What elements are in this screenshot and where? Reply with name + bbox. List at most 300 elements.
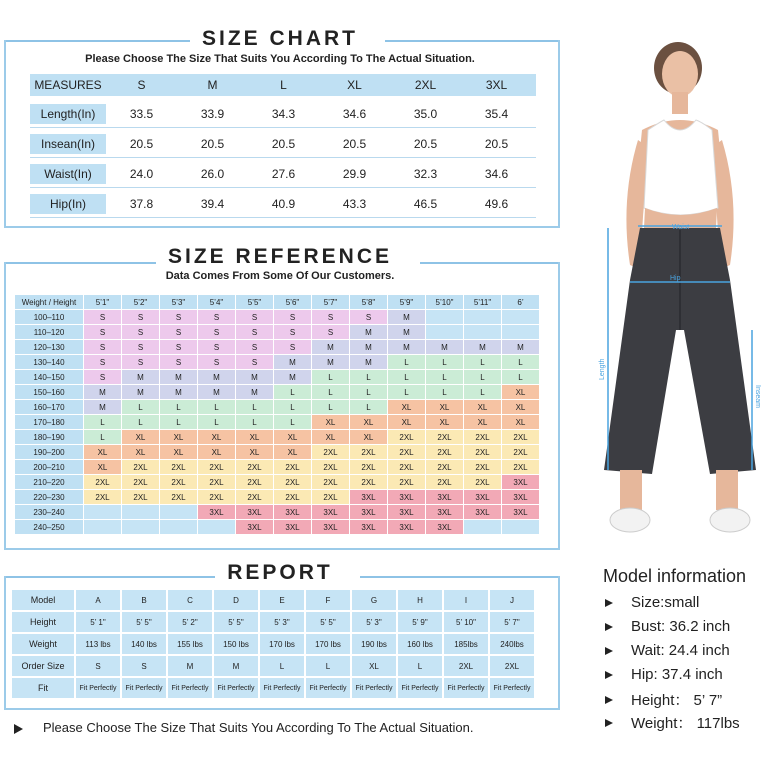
size-cell: M xyxy=(84,385,121,399)
size-cell: 2XL xyxy=(122,490,159,504)
size-cell: 2XL xyxy=(160,460,197,474)
size-cell xyxy=(464,520,501,534)
model-info-text: Hip: 37.4 inch xyxy=(631,666,723,683)
size-cell: XL xyxy=(198,445,235,459)
measure-value: 49.6 xyxy=(484,197,509,211)
size-cell: 2XL xyxy=(312,475,349,489)
size-cell: S xyxy=(122,325,159,339)
size-cell xyxy=(84,520,121,534)
size-cell: S xyxy=(160,355,197,369)
report-cell: L xyxy=(306,656,350,676)
report-cell: 2XL xyxy=(490,656,534,676)
size-cell: 3XL xyxy=(198,505,235,519)
model-photo xyxy=(590,30,768,560)
model-info-item xyxy=(605,594,699,611)
size-cell xyxy=(160,520,197,534)
size-cell: M xyxy=(312,355,349,369)
report-cell: M xyxy=(214,656,258,676)
measure-label: Hip(In) xyxy=(30,194,106,214)
size-cell: M xyxy=(236,370,273,384)
report-cell: 5’ 5" xyxy=(306,612,350,632)
size-cell: 3XL xyxy=(312,505,349,519)
measure-value: 27.6 xyxy=(271,167,296,181)
report-cell: Fit Perfectly xyxy=(398,678,442,698)
size-cell: L xyxy=(312,400,349,414)
report-title: REPORT xyxy=(0,561,560,585)
weight-range-label: 230–240 xyxy=(15,505,83,519)
size-cell: 2XL xyxy=(350,460,387,474)
size-chart-row xyxy=(30,163,536,185)
size-cell: 2XL xyxy=(160,490,197,504)
size-cell: L xyxy=(122,415,159,429)
report-cell: J xyxy=(490,590,534,610)
report-cell: L xyxy=(260,656,304,676)
size-cell: L xyxy=(464,370,501,384)
report-cell: H xyxy=(398,590,442,610)
inseam-label: Inseam xyxy=(754,385,761,408)
size-cell: 3XL xyxy=(236,505,273,519)
size-cell xyxy=(502,325,539,339)
size-cell: S xyxy=(274,325,311,339)
measure-label: Length(In) xyxy=(30,104,106,124)
size-cell: 3XL xyxy=(502,475,539,489)
measure-value: 34.6 xyxy=(484,167,509,181)
size-cell: L xyxy=(84,415,121,429)
height-header: 5’3" xyxy=(160,295,197,309)
report-cell: B xyxy=(122,590,166,610)
size-cell: M xyxy=(502,340,539,354)
size-cell: S xyxy=(84,325,121,339)
size-cell: L xyxy=(388,355,425,369)
report-row-label: Weight xyxy=(12,634,74,654)
measure-value: 39.4 xyxy=(200,197,225,211)
size-cell: S xyxy=(122,340,159,354)
size-cell: XL xyxy=(502,415,539,429)
size-cell: 2XL xyxy=(198,460,235,474)
size-chart-title: SIZE CHART xyxy=(0,27,560,51)
arrow-icon xyxy=(605,599,613,607)
weight-range-label: 200–210 xyxy=(15,460,83,474)
size-cell: M xyxy=(464,340,501,354)
size-cell: 3XL xyxy=(350,520,387,534)
report-cell: XL xyxy=(352,656,396,676)
size-cell: M xyxy=(274,355,311,369)
report-cell: S xyxy=(76,656,120,676)
report-cell: E xyxy=(260,590,304,610)
size-cell: 3XL xyxy=(350,505,387,519)
measure-value: 24.0 xyxy=(129,167,154,181)
footer-note xyxy=(14,720,474,735)
measure-value: 37.8 xyxy=(129,197,154,211)
size-cell: XL xyxy=(426,415,463,429)
size-cell: 2XL xyxy=(388,430,425,444)
report-cell: D xyxy=(214,590,258,610)
size-cell: XL xyxy=(274,430,311,444)
size-cell: XL xyxy=(84,445,121,459)
report-row-label: Height xyxy=(12,612,74,632)
measure-value: 33.9 xyxy=(200,107,225,121)
size-cell: L xyxy=(274,385,311,399)
report-cell: 5’ 2" xyxy=(168,612,212,632)
size-cell: L xyxy=(198,415,235,429)
size-cell: L xyxy=(426,370,463,384)
size-cell: L xyxy=(160,400,197,414)
size-cell: M xyxy=(160,370,197,384)
report-cell: 190 lbs xyxy=(352,634,396,654)
size-cell: M xyxy=(198,385,235,399)
model-info-item xyxy=(605,642,730,659)
size-cell xyxy=(426,325,463,339)
size-cell: 2XL xyxy=(426,475,463,489)
size-cell: L xyxy=(160,415,197,429)
report-cell: 5’ 1" xyxy=(76,612,120,632)
size-cell: L xyxy=(274,400,311,414)
size-cell: 3XL xyxy=(274,505,311,519)
size-cell: 2XL xyxy=(464,445,501,459)
size-cell: S xyxy=(198,340,235,354)
report-cell: 170 lbs xyxy=(260,634,304,654)
size-cell: 2XL xyxy=(160,475,197,489)
measure-value: 20.5 xyxy=(342,137,367,151)
report-cell: 240lbs xyxy=(490,634,534,654)
size-cell: M xyxy=(312,340,349,354)
size-cell: S xyxy=(198,355,235,369)
measure-value: 34.3 xyxy=(271,107,296,121)
measure-value: 20.5 xyxy=(484,137,509,151)
size-cell: S xyxy=(198,310,235,324)
size-cell xyxy=(84,505,121,519)
report-cell: Fit Perfectly xyxy=(168,678,212,698)
report-cell: 5’ 5" xyxy=(214,612,258,632)
report-cell: 5’ 5" xyxy=(122,612,166,632)
size-cell: 3XL xyxy=(502,490,539,504)
measure-value: 46.5 xyxy=(413,197,438,211)
size-cell: 2XL xyxy=(274,475,311,489)
size-cell: S xyxy=(236,340,273,354)
report-row-label: Order Size xyxy=(12,656,74,676)
size-cell: S xyxy=(198,325,235,339)
size-cell: 3XL xyxy=(312,520,349,534)
size-cell: L xyxy=(426,385,463,399)
size-cell: M xyxy=(426,340,463,354)
report-cell: Fit Perfectly xyxy=(352,678,396,698)
size-cell: 3XL xyxy=(464,490,501,504)
size-cell: XL xyxy=(160,445,197,459)
size-chart-header-row xyxy=(30,74,536,96)
size-cell: 2XL xyxy=(388,475,425,489)
report-cell: 5’ 9" xyxy=(398,612,442,632)
size-cell: 2XL xyxy=(388,445,425,459)
size-cell: M xyxy=(350,340,387,354)
weight-range-label: 180–190 xyxy=(15,430,83,444)
height-header: 5’10" xyxy=(426,295,463,309)
size-cell: S xyxy=(84,310,121,324)
size-reference-table xyxy=(14,294,540,535)
model-info-item xyxy=(605,689,722,710)
measures-label: MEASURES xyxy=(34,78,102,92)
size-header: L xyxy=(280,78,287,92)
report-cell: F xyxy=(306,590,350,610)
size-cell: XL xyxy=(236,430,273,444)
waist-label: Waist xyxy=(672,224,690,231)
size-cell: S xyxy=(84,340,121,354)
size-cell: 3XL xyxy=(388,520,425,534)
size-cell: XL xyxy=(464,415,501,429)
size-cell: XL xyxy=(198,430,235,444)
size-header: XL xyxy=(347,78,362,92)
size-cell: 2XL xyxy=(198,490,235,504)
weight-range-label: 140–150 xyxy=(15,370,83,384)
measure-value: 33.5 xyxy=(129,107,154,121)
size-cell: 3XL xyxy=(426,490,463,504)
size-reference-subtitle: Data Comes From Some Of Our Customers. xyxy=(165,270,395,282)
size-cell: XL xyxy=(502,385,539,399)
size-cell xyxy=(160,505,197,519)
measure-value: 20.5 xyxy=(129,137,154,151)
report-cell: I xyxy=(444,590,488,610)
size-cell: 2XL xyxy=(312,460,349,474)
size-cell: S xyxy=(350,310,387,324)
report-cell: Fit Perfectly xyxy=(76,678,120,698)
size-cell: XL xyxy=(274,445,311,459)
report-cell: Fit Perfectly xyxy=(122,678,166,698)
size-cell: M xyxy=(388,325,425,339)
size-cell: S xyxy=(312,310,349,324)
size-cell: L xyxy=(388,385,425,399)
report-cell: Fit Perfectly xyxy=(260,678,304,698)
size-cell: M xyxy=(84,400,121,414)
size-cell: L xyxy=(312,370,349,384)
model-info-text: Weight： 117lbs xyxy=(631,715,740,732)
size-cell: 3XL xyxy=(388,490,425,504)
size-cell: L xyxy=(84,430,121,444)
measure-value: 43.3 xyxy=(342,197,367,211)
report-cell: M xyxy=(168,656,212,676)
size-cell: L xyxy=(236,400,273,414)
model-info-item xyxy=(605,666,723,683)
size-cell: S xyxy=(122,310,159,324)
size-cell: L xyxy=(502,355,539,369)
arrow-icon xyxy=(605,696,613,704)
report-cell: Fit Perfectly xyxy=(306,678,350,698)
size-cell: 2XL xyxy=(502,460,539,474)
weight-range-label: 130–140 xyxy=(15,355,83,369)
report-cell: 150 lbs xyxy=(214,634,258,654)
model-info-text: Bust: 36.2 inch xyxy=(631,618,731,635)
size-cell: 2XL xyxy=(236,460,273,474)
weight-range-label: 120–130 xyxy=(15,340,83,354)
size-cell xyxy=(502,520,539,534)
size-cell: 3XL xyxy=(388,505,425,519)
arrow-icon xyxy=(14,724,23,734)
height-header: 5’7" xyxy=(312,295,349,309)
size-cell: XL xyxy=(122,445,159,459)
report-cell: 5’ 3" xyxy=(260,612,304,632)
report-cell: 5’ 10" xyxy=(444,612,488,632)
measure-value: 29.9 xyxy=(342,167,367,181)
report-table xyxy=(10,588,536,700)
size-cell: M xyxy=(122,370,159,384)
arrow-icon xyxy=(605,719,613,727)
size-cell: 2XL xyxy=(312,490,349,504)
size-cell: 2XL xyxy=(198,475,235,489)
size-cell: L xyxy=(350,385,387,399)
report-cell: 113 lbs xyxy=(76,634,120,654)
size-cell: 2XL xyxy=(426,430,463,444)
size-cell: XL xyxy=(312,415,349,429)
height-header: 6’ xyxy=(502,295,539,309)
weight-range-label: 160–170 xyxy=(15,400,83,414)
measure-value: 20.5 xyxy=(413,137,438,151)
size-cell: S xyxy=(84,355,121,369)
report-cell: 5’ 3" xyxy=(352,612,396,632)
size-header: S xyxy=(137,78,146,92)
size-cell xyxy=(122,505,159,519)
weight-range-label: 170–180 xyxy=(15,415,83,429)
report-cell: 155 lbs xyxy=(168,634,212,654)
size-cell: XL xyxy=(122,430,159,444)
size-cell: 2XL xyxy=(350,445,387,459)
size-cell: S xyxy=(84,370,121,384)
measure-value: 35.4 xyxy=(484,107,509,121)
weight-range-label: 220–230 xyxy=(15,490,83,504)
size-cell: M xyxy=(122,385,159,399)
size-cell: 2XL xyxy=(464,475,501,489)
length-label: Length xyxy=(599,358,606,380)
size-cell: M xyxy=(160,385,197,399)
size-cell: 3XL xyxy=(426,505,463,519)
report-cell: Fit Perfectly xyxy=(444,678,488,698)
size-header: 3XL xyxy=(485,78,508,92)
size-cell: L xyxy=(274,415,311,429)
size-cell: XL xyxy=(236,445,273,459)
row-divider xyxy=(30,217,536,218)
size-cell: S xyxy=(160,310,197,324)
size-cell: 2XL xyxy=(502,430,539,444)
measure-value: 26.0 xyxy=(200,167,225,181)
size-cell: L xyxy=(312,385,349,399)
size-cell: S xyxy=(274,310,311,324)
report-cell: S xyxy=(122,656,166,676)
size-header: 2XL xyxy=(414,78,437,92)
report-cell: 2XL xyxy=(444,656,488,676)
size-cell: 2XL xyxy=(84,490,121,504)
size-cell: M xyxy=(350,325,387,339)
report-cell: Fit Perfectly xyxy=(214,678,258,698)
size-cell: 2XL xyxy=(464,460,501,474)
size-cell: 2XL xyxy=(388,460,425,474)
size-cell: XL xyxy=(388,400,425,414)
report-cell: 185lbs xyxy=(444,634,488,654)
size-cell: 2XL xyxy=(236,490,273,504)
height-header: 5’4" xyxy=(198,295,235,309)
size-cell: 2XL xyxy=(464,430,501,444)
footer-note-text: Please Choose The Size That Suits You According To The Actual Situation. xyxy=(43,720,474,735)
size-cell: S xyxy=(122,355,159,369)
size-cell: S xyxy=(160,340,197,354)
report-row-label: Fit xyxy=(12,678,74,698)
report-cell: G xyxy=(352,590,396,610)
height-header: 5’6" xyxy=(274,295,311,309)
weight-range-label: 190–200 xyxy=(15,445,83,459)
measure-label: Insean(In) xyxy=(30,134,106,154)
size-chart-subtitle: Please Choose The Size That Suits You According To The Actual Situation. xyxy=(85,53,475,65)
size-cell xyxy=(502,310,539,324)
report-cell: Fit Perfectly xyxy=(490,678,534,698)
size-cell: XL xyxy=(426,400,463,414)
height-header: 5’11" xyxy=(464,295,501,309)
size-cell: 2XL xyxy=(122,460,159,474)
size-cell: L xyxy=(350,370,387,384)
size-cell: 2XL xyxy=(236,475,273,489)
size-cell: XL xyxy=(350,430,387,444)
size-cell: XL xyxy=(388,415,425,429)
report-cell: 170 lbs xyxy=(306,634,350,654)
report-cell: 5’ 7" xyxy=(490,612,534,632)
measure-label: Waist(In) xyxy=(30,164,106,184)
size-cell: XL xyxy=(160,430,197,444)
size-cell: M xyxy=(198,370,235,384)
size-chart-row xyxy=(30,133,536,155)
size-cell: L xyxy=(122,400,159,414)
model-info-item xyxy=(605,712,740,733)
size-cell: 3XL xyxy=(426,520,463,534)
row-divider xyxy=(30,127,536,128)
size-cell: XL xyxy=(350,415,387,429)
size-cell: 3XL xyxy=(502,505,539,519)
size-cell: 3XL xyxy=(274,520,311,534)
height-header: 5’2" xyxy=(122,295,159,309)
size-cell: L xyxy=(464,385,501,399)
weight-range-label: 100–110 xyxy=(15,310,83,324)
weight-range-label: 210–220 xyxy=(15,475,83,489)
size-cell: L xyxy=(198,400,235,414)
size-cell: M xyxy=(236,385,273,399)
arrow-icon xyxy=(605,671,613,679)
size-cell xyxy=(198,520,235,534)
model-info-text: Height： 5’ 7” xyxy=(631,692,723,709)
size-cell: XL xyxy=(84,460,121,474)
size-cell: S xyxy=(236,325,273,339)
model-info-text: Wait: 24.4 inch xyxy=(631,642,730,659)
size-cell: 2XL xyxy=(350,475,387,489)
height-header: 5’1" xyxy=(84,295,121,309)
size-cell xyxy=(426,310,463,324)
measure-value: 20.5 xyxy=(200,137,225,151)
arrow-icon xyxy=(605,623,613,631)
report-cell: C xyxy=(168,590,212,610)
size-cell xyxy=(464,310,501,324)
size-cell: S xyxy=(236,355,273,369)
size-cell: L xyxy=(464,355,501,369)
height-header: 5’8" xyxy=(350,295,387,309)
arrow-icon xyxy=(605,647,613,655)
size-cell: S xyxy=(312,325,349,339)
size-cell: 3XL xyxy=(350,490,387,504)
size-cell: XL xyxy=(502,400,539,414)
size-cell: 2XL xyxy=(502,445,539,459)
size-chart-row xyxy=(30,103,536,125)
model-info-title: Model information xyxy=(603,566,747,586)
size-cell: 3XL xyxy=(464,505,501,519)
size-cell: 2XL xyxy=(274,460,311,474)
size-cell xyxy=(464,325,501,339)
measure-value: 32.3 xyxy=(413,167,438,181)
size-cell: L xyxy=(350,400,387,414)
measure-value: 34.6 xyxy=(342,107,367,121)
size-cell: L xyxy=(502,370,539,384)
size-chart-row xyxy=(30,193,536,215)
